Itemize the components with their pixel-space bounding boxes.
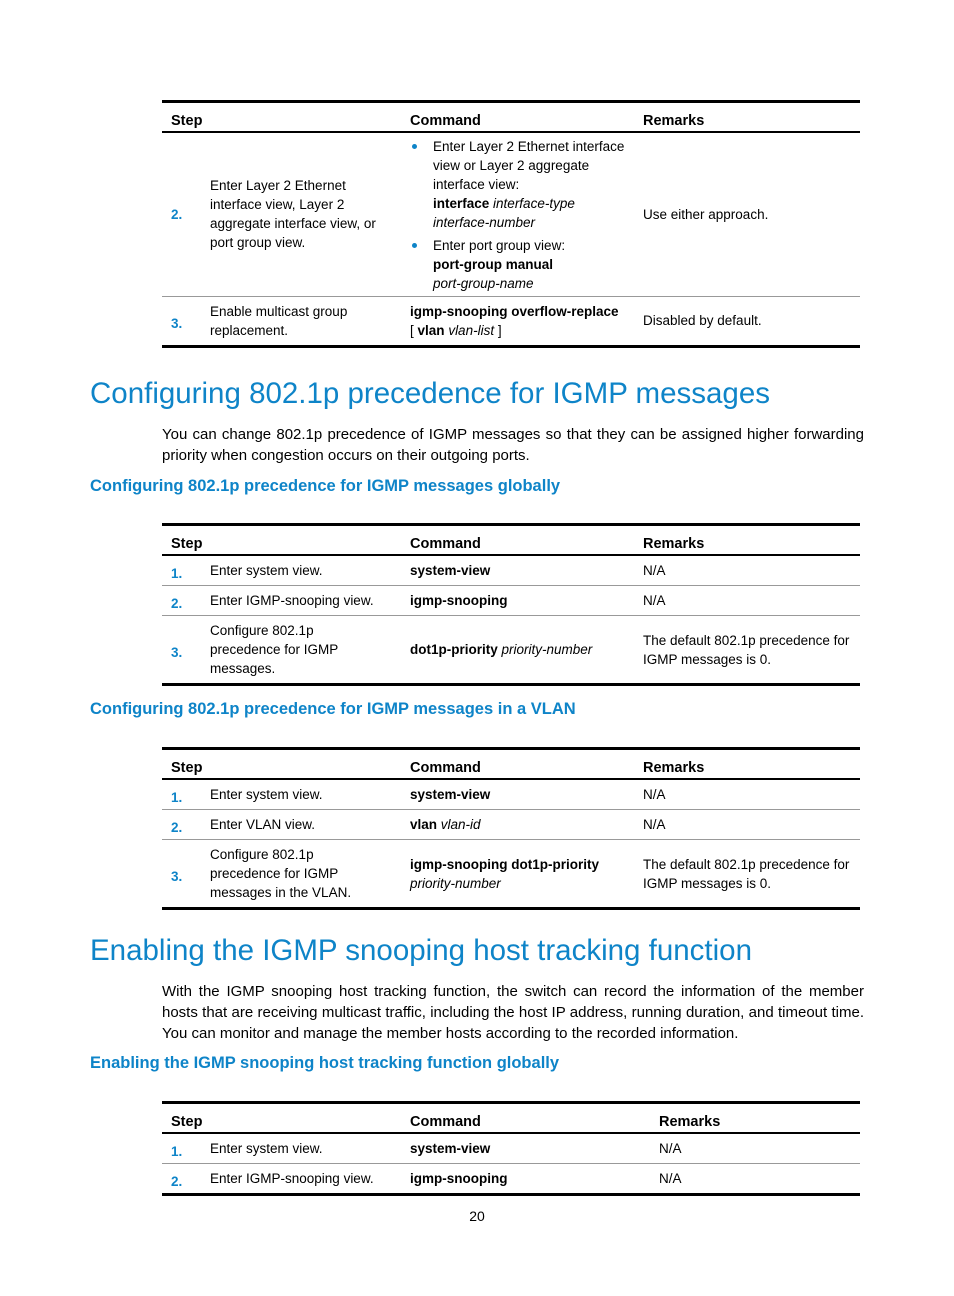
command-argument: port-group-name [433,276,534,292]
command-keyword: igmp-snooping dot1p-priority [410,856,599,872]
command-keyword: port-group manual [433,257,553,273]
subsection-title: Configuring 802.1p precedence for IGMP messages in a VLAN [90,700,576,718]
remarks-cell: N/A [659,1171,682,1186]
step-description: Configure 802.1p precedence for IGMP messages in the VLAN. [210,847,352,900]
section-title: Enabling the IGMP snooping host tracking function [90,934,752,967]
command-argument: interface-number [433,215,536,231]
header-remarks: Remarks [634,525,860,556]
table-header-row [162,102,860,133]
table-row [162,616,860,685]
list-item [410,137,626,232]
remarks-cell: N/A [650,1133,860,1164]
command-keyword: igmp-snooping overflow-replace [410,303,619,319]
command-keyword: igmp-snooping [410,593,508,608]
remarks-cell: Use either approach. [634,132,860,296]
command-argument: vlan-list [448,322,495,338]
table-row [162,1164,860,1195]
header-step: Step [162,749,401,780]
command-keyword: vlan [410,817,438,832]
command-keyword: vlan [417,322,445,338]
step-number: 1. [171,789,183,805]
command-cell [401,132,634,296]
header-step: Step [162,1103,401,1134]
section-title: Configuring 802.1p precedence for IGMP messages [90,377,770,410]
step-description: Configure 802.1p precedence for IGMP messages. [210,623,339,676]
step-description: Enter system view. [210,563,323,578]
table-host-tracking-global [162,1101,860,1196]
command-keyword: dot1p-priority [410,642,498,657]
table-row [162,810,860,840]
command-keyword: igmp-snooping [410,1171,508,1186]
step-number: 3. [171,315,183,331]
step-description: Enter IGMP-snooping view. [210,593,374,608]
table-interface-view [162,100,860,348]
bullet-icon [412,243,417,248]
table-row [162,132,860,296]
list-item [410,236,626,293]
step-description: Enable multicast group replacement. [210,303,348,338]
header-remarks: Remarks [634,749,860,780]
bullet-icon [412,144,417,149]
header-step: Step [162,102,401,133]
table-dot1p-vlan [162,747,860,910]
header-command: Command [401,749,634,780]
step-description: Enter system view. [210,1141,323,1156]
step-description: Enter IGMP-snooping view. [210,1171,374,1186]
command-keyword: interface [433,196,490,212]
header-command: Command [401,102,634,133]
table-header-row [162,525,860,556]
table-row [162,555,860,586]
command-options-list [410,137,626,293]
header-remarks: Remarks [650,1103,860,1134]
remarks-cell: The default 802.1p precedence for IGMP messages is 0. [643,632,850,667]
table-row [162,840,860,909]
remarks-cell: The default 802.1p precedence for IGMP messages is 0. [643,856,850,891]
header-command: Command [401,1103,650,1134]
step-description: Enter system view. [210,787,323,802]
table-row [162,586,860,616]
table-row [162,779,860,810]
step-number: 2. [171,1173,183,1189]
page-number: 20 [469,1208,485,1224]
command-cell [401,296,634,346]
remarks-cell: N/A [634,779,860,810]
table-row [162,296,860,346]
section-body: You can change 802.1p precedence of IGMP messages so that they can be assigned higher forwarding priority when congestion occurs on their outgoing ports. [162,426,864,464]
step-number: 2. [171,595,183,611]
section-body: With the IGMP snooping host tracking function, the switch can record the information of the member hosts that are receiving multicast traffic, including the host IP address, running duration, and timeout time. You can monitor and manage the member hosts according to the recorded information. [162,983,864,1042]
table-header-row [162,749,860,780]
step-number: 2. [171,819,183,835]
command-argument: interface-type [493,196,575,212]
bracket-close: ] [497,322,502,338]
table-row [162,1133,860,1164]
header-step: Step [162,525,401,556]
command-keyword: system-view [410,1141,491,1156]
command-keyword: system-view [410,787,491,802]
step-number: 3. [171,644,183,660]
command-argument: vlan-id [440,817,481,832]
remarks-cell: Disabled by default. [643,313,762,328]
header-remarks: Remarks [634,102,860,133]
step-number: 1. [171,1143,183,1159]
step-description: Enter VLAN view. [210,817,316,832]
step-number: 3. [171,868,183,884]
option-description: Enter port group view: [433,238,566,254]
subsection-title: Configuring 802.1p precedence for IGMP messages globally [90,477,561,495]
step-description: Enter Layer 2 Ethernet interface view, Layer 2 aggregate interface view, or port group view. [210,178,376,251]
subsection-title: Enabling the IGMP snooping host tracking function globally [90,1054,560,1072]
bracket-open: [ [410,322,414,338]
remarks-cell: N/A [634,810,860,840]
command-argument: priority-number [501,642,593,657]
table-dot1p-global [162,523,860,686]
remarks-cell: N/A [634,586,860,616]
command-keyword: system-view [410,563,491,578]
step-number: 1. [171,565,183,581]
command-argument: priority-number [410,875,501,891]
table-header-row [162,1103,860,1134]
remarks-cell: N/A [634,555,860,586]
option-description: Enter Layer 2 Ethernet interface view or Layer 2 aggregate interface view: [433,139,625,193]
header-command: Command [401,525,634,556]
step-number: 2. [171,206,183,222]
